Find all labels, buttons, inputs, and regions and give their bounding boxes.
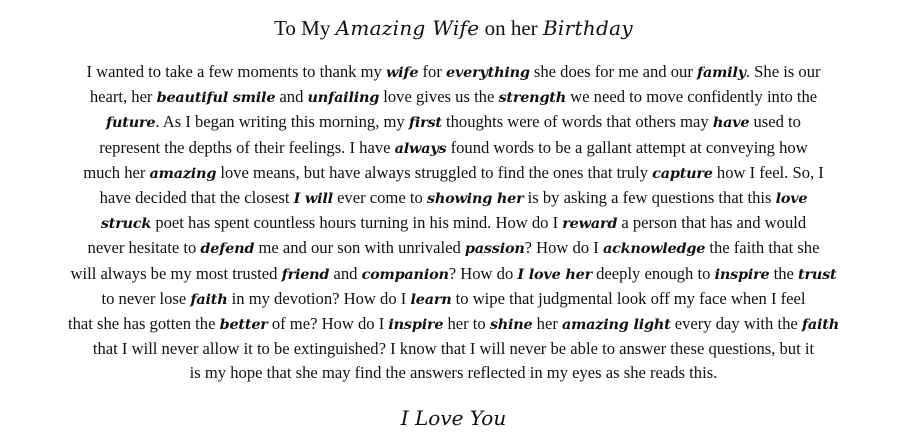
emphasized-word: unfailing bbox=[307, 89, 380, 107]
emphasized-word: defend bbox=[200, 240, 255, 258]
letter-text: her to bbox=[443, 314, 490, 334]
letter-text: to wipe that judgmental look off my face when I feel bbox=[451, 288, 806, 308]
letter-text: I wanted to take a few moments to thank my bbox=[86, 62, 386, 81]
emphasized-word: inspire bbox=[714, 265, 770, 283]
letter-text: found words to be a gallant attempt at conveying how bbox=[446, 137, 808, 157]
letter-text: and bbox=[275, 87, 308, 107]
letter-text: the faith that she bbox=[705, 238, 820, 258]
letter-text: her bbox=[532, 314, 563, 334]
letter-text: for bbox=[418, 62, 447, 81]
emphasized-word: I love her bbox=[517, 265, 592, 283]
letter-line bbox=[62, 136, 845, 161]
emphasized-word: faith bbox=[801, 316, 839, 334]
letter-text: a person that has and would bbox=[617, 213, 807, 233]
letter-line bbox=[62, 337, 845, 361]
letter-line bbox=[62, 287, 845, 312]
emphasized-word: everything bbox=[446, 64, 530, 81]
letter-text: love gives us the bbox=[379, 87, 499, 107]
letter-text: we need to move confidently into the bbox=[566, 87, 818, 107]
letter-text: ever come to bbox=[332, 188, 427, 208]
emphasized-word: have bbox=[712, 114, 750, 132]
letter-text: the bbox=[769, 263, 799, 283]
emphasized-word: friend bbox=[281, 265, 330, 283]
letter-text: heart, her bbox=[89, 87, 157, 107]
letter-line bbox=[62, 60, 845, 85]
letter-text: represent the depths of their feelings. I have bbox=[99, 137, 395, 157]
emphasized-word: faith bbox=[190, 290, 228, 308]
letter-line bbox=[62, 312, 845, 337]
letter-line bbox=[62, 161, 845, 186]
letter-line bbox=[62, 262, 845, 287]
letter-text: ? How do bbox=[448, 263, 518, 283]
emphasized-word: amazing bbox=[149, 164, 217, 182]
card-title bbox=[0, 14, 907, 42]
letter-text: . She is our bbox=[745, 62, 821, 81]
letter-text: is by asking a few questions that this bbox=[523, 188, 776, 208]
emphasized-word: showing her bbox=[426, 190, 524, 208]
letter-text: of me? How do I bbox=[267, 314, 389, 334]
emphasized-word: love bbox=[775, 190, 808, 208]
letter-line bbox=[62, 85, 845, 110]
title-text-plain: on her bbox=[479, 16, 543, 40]
emphasized-word: shine bbox=[489, 316, 533, 334]
emphasized-word: strength bbox=[498, 89, 567, 107]
emphasized-word: beautiful smile bbox=[156, 89, 276, 107]
letter-text: is my hope that she may find the answers reflected in my eyes as she reads this. bbox=[189, 363, 718, 383]
letter-text: she does for me and our bbox=[529, 62, 698, 81]
letter-line bbox=[62, 110, 845, 135]
letter-line bbox=[62, 361, 845, 385]
emphasized-word: always bbox=[394, 139, 447, 157]
emphasized-word: first bbox=[408, 114, 442, 132]
emphasized-word: reward bbox=[562, 215, 618, 233]
letter-text: ? How do I bbox=[524, 238, 603, 258]
emphasized-word: acknowledge bbox=[602, 240, 706, 258]
letter-body bbox=[62, 60, 845, 386]
letter-text: used to bbox=[749, 112, 801, 132]
letter-text: much her bbox=[83, 162, 150, 182]
letter-line bbox=[62, 236, 845, 261]
title-text-plain: To My bbox=[274, 16, 336, 40]
letter-text: in my devotion? How do I bbox=[227, 288, 411, 308]
emphasized-word: companion bbox=[361, 265, 449, 283]
emphasized-word: wife bbox=[385, 64, 419, 81]
closing-signature: I Love You bbox=[400, 406, 507, 430]
letter-text: love means, but have always struggled to find the ones that truly bbox=[216, 162, 653, 182]
title-text-script: Birthday bbox=[542, 16, 633, 40]
emphasized-word: passion bbox=[464, 240, 525, 258]
letter-line bbox=[62, 211, 845, 236]
emphasized-word: struck bbox=[100, 215, 152, 233]
letter-text: how I feel. So, I bbox=[712, 162, 824, 182]
letter-line bbox=[62, 186, 845, 211]
letter-text: deeply enough to bbox=[591, 263, 715, 283]
emphasized-word: capture bbox=[652, 164, 713, 182]
letter-text: . As I began writing this morning, my bbox=[155, 112, 409, 132]
letter-text: that I will never allow it to be extinguished? I know that I will never be able to answer these questions, but it bbox=[92, 339, 815, 359]
title-text-script: Amazing Wife bbox=[335, 16, 480, 40]
emphasized-word: better bbox=[219, 316, 268, 334]
emphasized-word: learn bbox=[410, 290, 452, 308]
emphasized-word: trust bbox=[798, 265, 837, 283]
letter-text: never hesitate to bbox=[87, 238, 201, 258]
letter-text: thoughts were of words that others may bbox=[441, 112, 713, 132]
letter-text: poet has spent countless hours turning in his mind. How do I bbox=[151, 213, 563, 233]
letter-text: every day with the bbox=[670, 314, 802, 334]
letter-text: that she has gotten the bbox=[67, 314, 220, 334]
emphasized-word: amazing light bbox=[562, 316, 671, 334]
emphasized-word: I will bbox=[293, 190, 333, 208]
letter-text: and bbox=[329, 263, 362, 283]
letter-text: to never lose bbox=[101, 288, 191, 308]
letter-text: have decided that the closest bbox=[99, 188, 294, 208]
letter-text: will always be my most trusted bbox=[70, 263, 282, 283]
emphasized-word: inspire bbox=[388, 316, 444, 334]
emphasized-word: family bbox=[697, 64, 746, 81]
letter-text: me and our son with unrivaled bbox=[254, 238, 465, 258]
emphasized-word: future bbox=[106, 114, 156, 132]
